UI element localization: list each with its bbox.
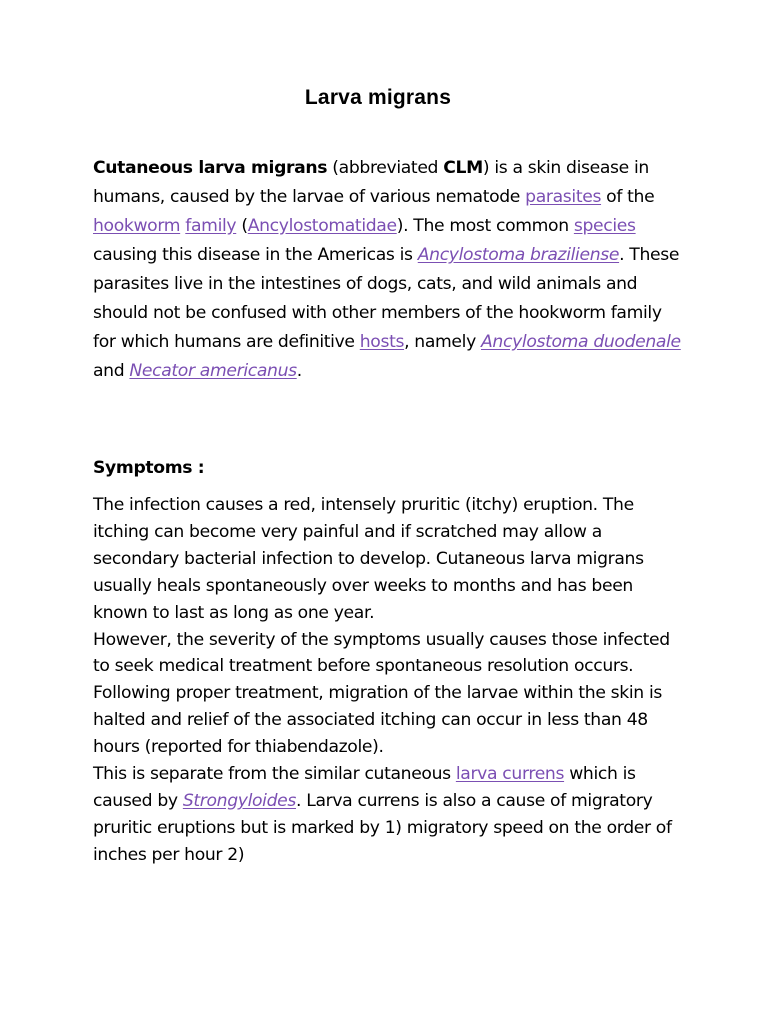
link-larva-currens[interactable]: larva currens	[455, 764, 565, 785]
intro-text: and	[93, 361, 130, 381]
link-family[interactable]: family	[185, 216, 237, 236]
intro-text: . These parasites live in the intestines of dogs, cats, and wild animals and should not be confused with other members of the hookworm family for which humans are definitive	[93, 245, 680, 352]
intro-text: (	[236, 216, 248, 236]
intro-text: ). The most common	[396, 216, 574, 236]
link-ancylostoma-braziliense[interactable]: Ancylostoma braziliense	[417, 245, 620, 265]
page-title: Larva migrans	[304, 86, 452, 109]
link-parasites[interactable]: parasites	[525, 187, 602, 207]
symptoms-heading: Symptoms :	[93, 458, 205, 478]
link-strongyloides[interactable]: Strongyloides	[182, 790, 296, 811]
symptoms-text: The infection causes a red, intensely pruritic (itchy) eruption. The itching can become very painful and if scratched may allow a secondary bacterial infection to develop. Cutaneous larva migrans usually heals spontaneously over weeks to months and has been known to last as long as one year.	[93, 495, 644, 623]
symptoms-paragraph	[93, 492, 683, 869]
link-necator-americanus[interactable]: Necator americanus	[129, 361, 297, 381]
term-bold: Cutaneous larva migrans	[93, 158, 328, 178]
link-species[interactable]: species	[573, 216, 636, 236]
link-ancylostomatidae[interactable]: Ancylostomatidae	[247, 216, 397, 236]
link-hosts[interactable]: hosts	[359, 332, 405, 352]
intro-text: , namely	[404, 332, 482, 352]
abbr-bold: CLM	[443, 158, 483, 178]
link-hookworm[interactable]: hookworm	[93, 216, 181, 236]
intro-text: (abbreviated	[327, 158, 444, 178]
intro-text: of the	[601, 187, 655, 207]
symptoms-text: This is separate from the similar cutaneous	[93, 764, 456, 785]
link-ancylostoma-duodenale[interactable]: Ancylostoma duodenale	[481, 332, 681, 352]
symptoms-text: However, the severity of the symptoms usually causes those infected to seek medical treatment before spontaneous resolution occurs. Following proper treatment, migration of the larvae within the skin is halted and relief of the associated itching can occur in less than 48 hours (reported for thiabendazole).	[93, 629, 670, 758]
symptoms-text: which is caused by	[93, 764, 636, 811]
intro-text: causing this disease in the Americas is	[93, 245, 418, 265]
intro-text: .	[296, 361, 302, 381]
intro-paragraph	[93, 154, 683, 386]
symptoms-text: . Larva currens is also a cause of migratory pruritic eruptions but is marked by 1) migratory speed on the order of inches per hour 2)	[93, 790, 672, 865]
intro-text: ) is a skin disease in humans, caused by the larvae of various nematode	[93, 158, 649, 207]
